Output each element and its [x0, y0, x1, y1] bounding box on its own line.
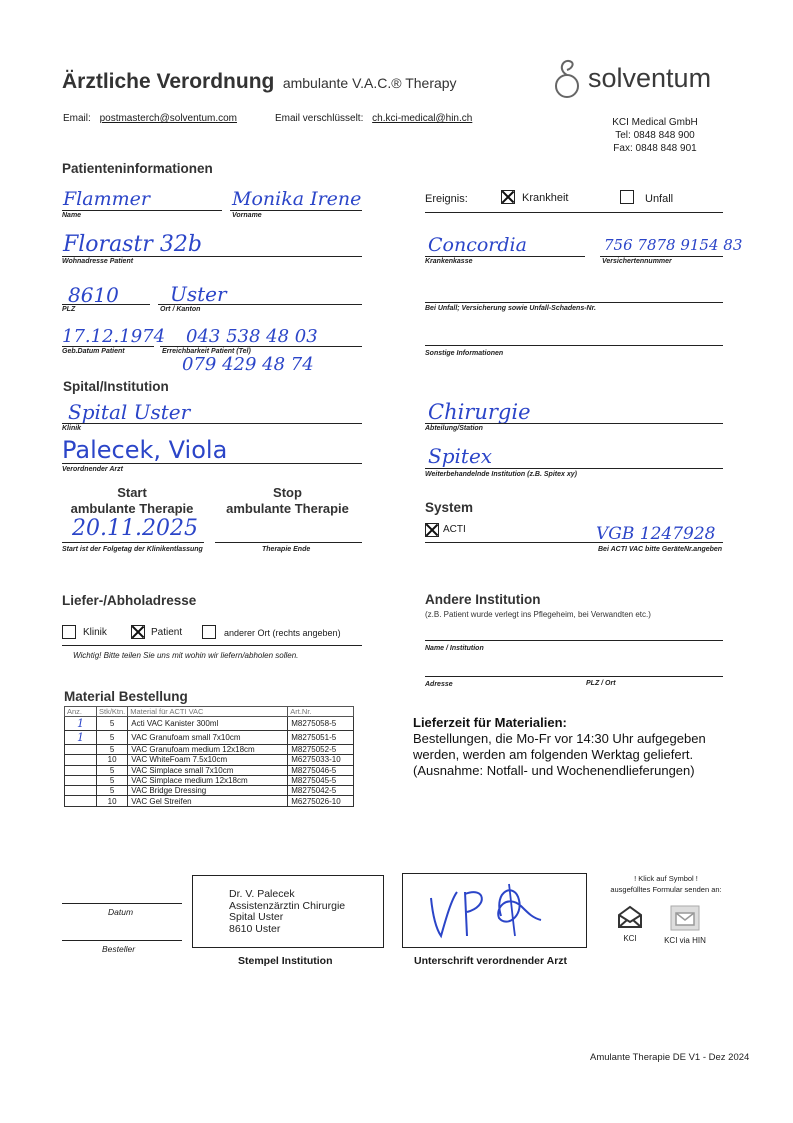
material-name-cell: VAC Granufoam small 7x10cm: [128, 731, 288, 745]
stamp-line1: Dr. V. Palecek: [229, 888, 295, 900]
col-art: Art.Nr.: [288, 707, 354, 717]
send-hint-l2: ausgefülltes Formular senden an:: [610, 885, 722, 894]
send-hint-l1: ! Klick auf Symbol !: [634, 874, 698, 883]
versnr-value[interactable]: 756 7878 9154 83: [604, 236, 743, 254]
material-name-cell: VAC Granufoam medium 12x18cm: [128, 745, 288, 755]
material-art-cell: M8275046-5: [288, 765, 354, 775]
ort-label: Ort / Kanton: [160, 306, 201, 313]
material-stk-cell: 5: [97, 775, 128, 785]
material-name-cell: VAC Gel Streifen: [128, 796, 288, 806]
send-hint: [596, 873, 736, 895]
klinik-label: Klinik: [62, 425, 82, 432]
patient-tel2[interactable]: 079 429 48 74: [182, 354, 314, 375]
end-caption: Therapie Ende: [262, 546, 311, 553]
stop-heading: [215, 485, 360, 517]
liefer-klinik-label: Klinik: [83, 627, 107, 638]
stamp-line2: Assistenzärztin Chirurgie: [229, 899, 346, 912]
material-row: [65, 745, 354, 755]
col-anz: Anz.: [65, 707, 97, 717]
ereignis-label: Ereignis:: [425, 193, 468, 205]
patient-vorname[interactable]: Monika Irene: [232, 188, 362, 210]
email-enc-row: [275, 113, 472, 124]
address-label: Wohnadresse Patient: [62, 258, 134, 265]
krankenkasse-value[interactable]: Concordia: [428, 234, 527, 256]
start-l1: Start: [117, 485, 147, 500]
weiter-value[interactable]: Spitex: [428, 444, 493, 468]
material-art-cell: M6275026-10: [288, 796, 354, 806]
vorname-label: Vorname: [232, 212, 262, 219]
material-row: [65, 755, 354, 765]
andere-heading: Andere Institution: [425, 592, 541, 607]
acti-checkbox[interactable]: [425, 523, 439, 537]
material-row: [65, 717, 354, 731]
versnr-label: Versichertennummer: [602, 258, 672, 265]
signature-box[interactable]: [402, 873, 587, 948]
material-stk-cell: 10: [97, 755, 128, 765]
solventum-logo-icon: [553, 58, 583, 102]
andere-name-label: Name / Institution: [425, 645, 484, 652]
material-stk-cell: 5: [97, 731, 128, 745]
stamp-line4: 8610 Uster: [229, 922, 281, 935]
company-name: KCI Medical GmbH: [612, 117, 698, 128]
weiter-label: Weiterbehandelnde Institution (z.B. Spitex xy): [425, 471, 577, 478]
col-stk: Stk/Ktn.: [97, 707, 128, 717]
lieferzeit-block: [413, 715, 706, 779]
lieferzeit-line1: Bestellungen, die Mo-Fr vor 14:30 Uhr aufgegeben: [413, 731, 706, 746]
title-main: Ärztliche Verordnung: [62, 70, 275, 93]
start-l2: ambulante Therapie: [70, 501, 194, 516]
version-footer: Amulante Therapie DE V1 - Dez 2024: [590, 1052, 750, 1063]
material-row: [65, 765, 354, 775]
patient-heading: Patienteninformationen: [62, 161, 213, 176]
unfall-info-label: Bei Unfall; Versicherung sowie Unfall-Schadens-Nr.: [425, 305, 596, 312]
material-anz-cell[interactable]: 1: [65, 731, 97, 745]
patient-ort[interactable]: Uster: [170, 282, 227, 306]
material-name-cell: VAC Simplace small 7x10cm: [128, 765, 288, 775]
send-hin-button[interactable]: [660, 905, 710, 950]
acti-label: ACTI: [443, 524, 466, 535]
start-caption: Start ist der Folgetag der Klinikentlassung: [62, 546, 203, 553]
email-row: [63, 113, 237, 124]
mail-kci-icon: [616, 905, 644, 929]
sonst-info-label: Sonstige Informationen: [425, 350, 504, 357]
email-enc-link[interactable]: ch.kci-medical@hin.ch: [372, 113, 473, 124]
material-art-cell: M8275052-5: [288, 745, 354, 755]
liefer-hint: Wichtig! Bitte teilen Sie uns mit wohin wir liefern/abholen sollen.: [73, 651, 299, 660]
company-fax: Fax: 0848 848 901: [613, 143, 697, 154]
besteller-label: Besteller: [102, 944, 136, 954]
material-header-row: [65, 707, 354, 717]
krankheit-label: Krankheit: [522, 192, 569, 204]
form-title: [62, 70, 457, 94]
material-anz-cell[interactable]: [65, 796, 97, 806]
material-row: [65, 731, 354, 745]
system-heading: System: [425, 500, 474, 515]
lieferzeit-line2: werden, werden am folgenden Werktag geliefert.: [413, 747, 694, 762]
material-art-cell: M8275051-5: [288, 731, 354, 745]
material-name-cell: Acti VAC Kanister 300ml: [128, 717, 288, 731]
stamp-line3: Spital Uster: [229, 911, 284, 923]
abteilung-label: Abteilung/Station: [425, 425, 483, 432]
kci-hin-label: KCI via HIN: [664, 936, 706, 945]
material-anz-cell[interactable]: [65, 786, 97, 796]
company-tel: Tel: 0848 848 900: [615, 130, 695, 141]
brand-logo: [553, 58, 743, 102]
liefer-anderer-label: anderer Ort (rechts angeben): [224, 628, 341, 638]
send-kci-button[interactable]: [614, 905, 646, 950]
material-stk-cell: 10: [97, 796, 128, 806]
patient-dob[interactable]: 17.12.1974: [62, 326, 166, 347]
stamp-box: [192, 875, 384, 948]
material-anz-cell[interactable]: [65, 745, 97, 755]
email-label: Email:: [63, 113, 91, 124]
liefer-klinik-checkbox[interactable]: [62, 625, 76, 639]
arzt-label: Verordnender Arzt: [62, 466, 123, 473]
tel-label: Erreichbarkeit Patient (Tel): [162, 348, 251, 355]
lieferzeit-title: Lieferzeit für Materialien:: [413, 715, 567, 730]
arzt-value[interactable]: Palecek, Viola: [62, 436, 228, 464]
material-anz-cell[interactable]: [65, 755, 97, 765]
material-art-cell: M8275045-5: [288, 775, 354, 785]
unfall-checkbox[interactable]: [620, 190, 634, 204]
material-row: [65, 775, 354, 785]
material-art-cell: M8275058-5: [288, 717, 354, 731]
plz-label: PLZ: [62, 306, 76, 313]
klinik-value[interactable]: Spital Uster: [68, 400, 191, 424]
spital-heading: Spital/Institution: [63, 379, 169, 394]
sign-caption: Unterschrift verordnender Arzt: [414, 955, 568, 967]
col-material: Material für ACTI VAC: [128, 707, 288, 717]
material-art-cell: M6275033-10: [288, 755, 354, 765]
name-label: Name: [62, 212, 82, 219]
geraet-caption: Bei ACTI VAC bitte GeräteNr.angeben: [598, 546, 723, 553]
liefer-patient-checkbox[interactable]: [131, 625, 145, 639]
material-row: [65, 786, 354, 796]
material-anz-cell[interactable]: [65, 775, 97, 785]
geraet-value[interactable]: VGB 1247928: [596, 524, 716, 544]
krankheit-checkbox[interactable]: [501, 190, 515, 204]
material-name-cell: VAC Bridge Dressing: [128, 786, 288, 796]
patient-address[interactable]: Florastr 32b: [63, 232, 202, 257]
andere-sub: (z.B. Patient wurde verlegt ins Pflegeheim, bei Verwandten etc.): [425, 610, 651, 619]
abteilung-value[interactable]: Chirurgie: [428, 400, 531, 424]
material-art-cell: M8275042-5: [288, 786, 354, 796]
kci-label: KCI: [623, 934, 637, 943]
stamp-caption: Stempel Institution: [238, 955, 333, 967]
liefer-anderer-checkbox[interactable]: [202, 625, 216, 639]
start-date-value[interactable]: 20.11.2025: [72, 516, 198, 541]
liefer-heading: Liefer-/Abholadresse: [62, 593, 197, 608]
dob-label: Geb.Datum Patient: [62, 348, 125, 355]
material-table: [64, 706, 354, 807]
krankenkasse-label: Krankenkasse: [425, 258, 473, 265]
andere-plz-label: PLZ / Ort: [586, 680, 616, 687]
liefer-patient-label: Patient: [151, 627, 183, 638]
mail-hin-icon: [670, 905, 700, 931]
company-block: [590, 116, 720, 155]
email-link[interactable]: postmasterch@solventum.com: [99, 113, 237, 124]
lieferzeit-line3: (Ausnahme: Notfall- und Wochenendlieferungen): [413, 763, 695, 778]
stop-l2: ambulante Therapie: [226, 501, 349, 516]
material-stk-cell: 5: [97, 745, 128, 755]
material-anz-cell[interactable]: 1: [65, 717, 97, 731]
title-sub: ambulante V.A.C.® Therapy: [282, 75, 457, 91]
material-row: [65, 796, 354, 806]
material-name-cell: VAC Simplace medium 12x18cm: [128, 775, 288, 785]
datum-label: Datum: [108, 907, 134, 917]
material-heading: Material Bestellung: [64, 689, 188, 704]
brand-name: solventum: [588, 63, 712, 93]
stamp-text: [229, 889, 345, 935]
email-enc-label: Email verschlüsselt:: [275, 113, 364, 124]
patient-plz[interactable]: 8610: [68, 283, 119, 307]
patient-tel1[interactable]: 043 538 48 03: [186, 326, 318, 347]
patient-name[interactable]: Flammer: [63, 188, 150, 210]
material-anz-cell[interactable]: [65, 765, 97, 775]
material-stk-cell: 5: [97, 765, 128, 775]
material-name-cell: VAC WhiteFoam 7.5x10cm: [128, 755, 288, 765]
material-stk-cell: 5: [97, 717, 128, 731]
signature-icon: [423, 878, 553, 942]
start-heading: [62, 485, 202, 517]
andere-adresse-label: Adresse: [425, 681, 453, 688]
stop-l1: Stop: [273, 485, 302, 500]
unfall-label: Unfall: [645, 193, 674, 205]
material-stk-cell: 5: [97, 786, 128, 796]
